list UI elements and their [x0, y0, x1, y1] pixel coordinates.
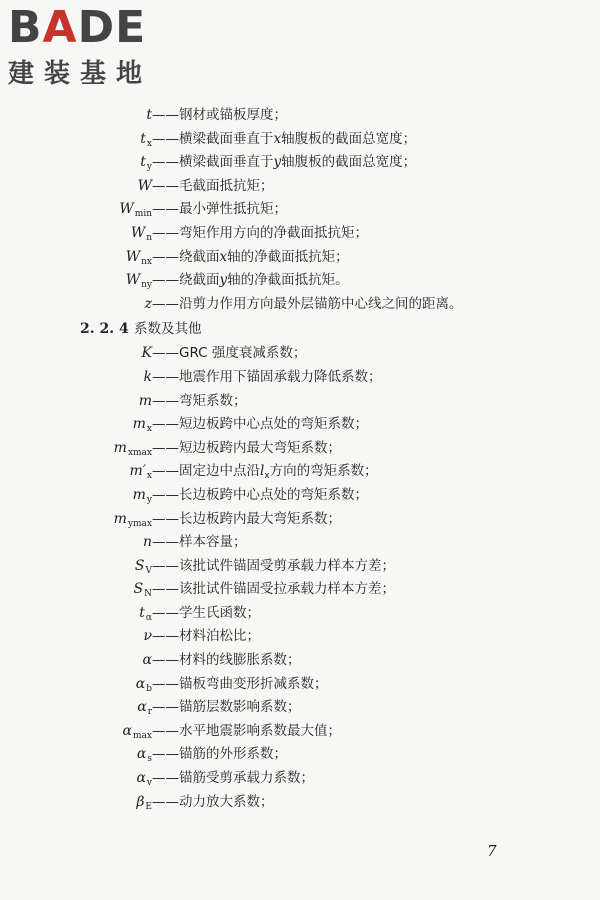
- symbol: [136, 791, 152, 820]
- definition-text: 最小弹性抵抗矩；: [179, 201, 287, 218]
- dash: ——: [152, 534, 179, 551]
- symbol-subscript: s: [147, 754, 152, 765]
- definition-text-cont: 轴的净截面抵抗矩；: [227, 248, 349, 265]
- inline-variable: y: [219, 272, 228, 289]
- definition-text-cont: 轴的净截面抵抗矩。: [227, 272, 349, 289]
- symbol-list: [0, 104, 600, 814]
- symbol-row: [0, 437, 600, 461]
- dash: ——: [152, 510, 179, 527]
- symbol-subscript: ymax: [127, 518, 152, 529]
- symbol: [143, 531, 152, 555]
- symbol: [138, 175, 152, 199]
- symbol: [144, 366, 152, 390]
- symbol-row: [0, 555, 600, 579]
- symbol-row: [0, 508, 600, 532]
- definition-text: 该批试件锚固受剪承载力样本方差；: [179, 557, 395, 574]
- definition-text: 材料泊松比；: [179, 628, 260, 645]
- symbol-definition: [152, 508, 341, 532]
- symbol-base: α: [137, 699, 147, 716]
- symbol-row: [0, 413, 600, 437]
- definition-text: 短边板跨中心点处的弯矩系数；: [179, 416, 368, 433]
- symbol-row: [0, 151, 600, 175]
- inline-variable-subscript: x: [264, 471, 270, 482]
- symbol-row: [0, 342, 600, 366]
- symbol-definition: [152, 222, 368, 246]
- symbol-list-part-2: [0, 342, 600, 814]
- symbol-row: [0, 222, 600, 246]
- symbol-row: [0, 246, 600, 270]
- symbol-base: ν: [143, 628, 152, 645]
- definition-text: 固定边中点沿: [179, 463, 260, 480]
- dash: ——: [152, 130, 179, 147]
- definition-text-cont: 轴腹板的截面总宽度；: [281, 154, 417, 171]
- definition-text: 动力放大系数；: [179, 793, 274, 810]
- symbol-base: α: [136, 770, 146, 787]
- symbol-base: m′: [129, 463, 146, 480]
- symbol-definition: [152, 602, 260, 626]
- symbol-base: K: [141, 345, 152, 362]
- symbol-subscript: y: [146, 494, 152, 505]
- dash: ——: [152, 224, 179, 241]
- dash: ——: [152, 416, 179, 433]
- symbol-subscript: N: [144, 589, 152, 600]
- inline-variable: y: [273, 154, 282, 171]
- definition-text: 样本容量；: [179, 534, 247, 551]
- symbol-base: α: [135, 675, 146, 692]
- symbol-row: [0, 269, 600, 293]
- symbol-row: [0, 743, 600, 767]
- symbol-subscript: V: [145, 565, 152, 576]
- symbol-subscript: x: [146, 471, 152, 482]
- symbol-base: W: [137, 177, 152, 194]
- symbol-base: t: [146, 107, 152, 123]
- definition-text: 横梁截面垂直于: [179, 130, 274, 147]
- dash: ——: [152, 675, 179, 692]
- definition-text: 该批试件锚固受拉承载力样本方差；: [179, 581, 395, 598]
- inline-variable: x: [219, 248, 228, 265]
- definition-text: 横梁截面垂直于: [179, 154, 274, 171]
- symbol-definition: [152, 413, 368, 437]
- bade-logo: [8, 4, 152, 92]
- dash: ——: [152, 177, 179, 194]
- definition-text: 钢材或锚板厚度；: [179, 107, 287, 123]
- symbol-list-part-1: [0, 104, 600, 316]
- symbol-definition: [152, 531, 247, 555]
- definition-text: 锚筋受剪承载力系数；: [179, 770, 314, 787]
- section-heading: [0, 316, 600, 342]
- symbol-definition: [152, 484, 368, 508]
- symbol-definition: [152, 366, 382, 390]
- symbol-row: [0, 625, 600, 649]
- definition-text: 绕截面: [179, 248, 220, 265]
- symbol-row: [0, 198, 600, 222]
- symbol-row: [0, 696, 600, 720]
- dash: ——: [152, 368, 179, 385]
- symbol-base: S: [133, 581, 144, 598]
- symbol-definition: [152, 743, 287, 767]
- symbol-base: W: [125, 248, 141, 265]
- symbol-subscript: x: [146, 424, 152, 435]
- symbol-row: [0, 128, 600, 152]
- symbol-base: t: [140, 154, 146, 171]
- dash: ——: [152, 107, 179, 123]
- logo-accent-a: A: [42, 2, 78, 53]
- definition-text: 长边板跨中心点处的弯矩系数；: [179, 486, 368, 503]
- symbol-base: α: [136, 746, 147, 763]
- definition-text: 学生氏函数；: [179, 604, 260, 621]
- symbol-base: m: [138, 392, 152, 409]
- symbol-base: k: [143, 368, 152, 385]
- definition-text: 毛截面抵抗矩；: [179, 177, 274, 194]
- symbol-definition: [152, 293, 463, 317]
- symbol-definition: [152, 104, 287, 128]
- symbol-row: [0, 460, 600, 484]
- symbol-definition: [152, 151, 416, 175]
- symbol-row: [0, 366, 600, 390]
- dash: ——: [152, 770, 179, 787]
- section-title: 系数及其他: [134, 321, 202, 338]
- symbol-base: W: [125, 272, 141, 289]
- symbol-definition: [152, 390, 247, 414]
- symbol-base: α: [142, 652, 152, 669]
- symbol-definition: [152, 578, 395, 602]
- section-number: 2. 2. 4: [80, 321, 129, 338]
- symbol-subscript: n: [146, 232, 152, 243]
- dash: ——: [152, 272, 179, 289]
- dash: ——: [152, 486, 179, 503]
- symbol-definition: [152, 673, 328, 697]
- symbol-definition: [152, 649, 301, 673]
- symbol-subscript: y: [146, 162, 152, 173]
- symbol-subscript: max: [133, 730, 152, 741]
- definition-text: 弯矩作用方向的净截面抵抗矩；: [179, 224, 368, 241]
- symbol-definition: [152, 269, 349, 293]
- symbol-definition: [152, 720, 341, 744]
- symbol-subscript: E: [145, 801, 152, 812]
- definition-text: 水平地震影响系数最大值；: [179, 722, 341, 739]
- symbol-subscript: α: [145, 612, 152, 623]
- dash: ——: [152, 557, 179, 574]
- symbol-row: [0, 720, 600, 744]
- symbol-row: [0, 767, 600, 791]
- symbol-row: [0, 104, 600, 128]
- symbol: [145, 293, 152, 317]
- dash: ——: [152, 746, 179, 763]
- dash: ——: [152, 793, 179, 810]
- symbol-base: S: [134, 557, 145, 574]
- definition-text: 短边板跨内最大弯矩系数；: [179, 439, 341, 456]
- symbol-base: m: [113, 510, 127, 527]
- dash: ——: [152, 604, 179, 621]
- symbol-row: [0, 293, 600, 317]
- dash: ——: [152, 628, 179, 645]
- symbol-definition: [152, 696, 301, 720]
- symbol-definition: [152, 175, 274, 199]
- symbol-definition: [152, 437, 341, 461]
- inline-variable: l: [260, 463, 265, 480]
- symbol-base: n: [142, 534, 152, 551]
- dash: ——: [152, 392, 179, 409]
- definition-text: 锚板弯曲变形折减系数；: [179, 675, 328, 692]
- symbol-base: m: [132, 416, 146, 433]
- logo-wordmark: BADE: [8, 2, 147, 53]
- symbol-subscript: ny: [141, 280, 152, 291]
- dash: ——: [152, 295, 179, 312]
- dash: ——: [152, 201, 179, 218]
- symbol-base: W: [130, 224, 146, 241]
- symbol-base: W: [119, 201, 134, 218]
- definition-text: 锚筋层数影响系数；: [179, 699, 301, 716]
- symbol-row: [0, 673, 600, 697]
- symbol-definition: [152, 342, 306, 366]
- symbol-definition: [152, 791, 274, 815]
- dash: ——: [152, 154, 179, 171]
- symbol: [143, 649, 152, 673]
- symbol-base: m: [132, 486, 146, 503]
- dash: ——: [152, 722, 179, 739]
- inline-variable: x: [273, 130, 282, 147]
- definition-text: 锚筋的外形系数；: [179, 746, 287, 763]
- symbol-definition: [152, 246, 349, 270]
- symbol-base: m: [113, 439, 127, 456]
- symbol-subscript: r: [147, 707, 152, 718]
- symbol-base: α: [122, 722, 133, 739]
- symbol-subscript: v: [146, 778, 152, 789]
- symbol-definition: [152, 555, 395, 579]
- definition-text: 沿剪力作用方向最外层锚筋中心线之间的距离。: [179, 295, 463, 312]
- symbol-row: [0, 578, 600, 602]
- dash: ——: [152, 439, 179, 456]
- symbol-row: [0, 484, 600, 508]
- definition-text-cont: 方向的弯矩系数；: [269, 463, 378, 480]
- symbol-row: [0, 791, 600, 815]
- dash: ——: [152, 345, 179, 362]
- symbol: [142, 342, 152, 366]
- symbol-row: [0, 531, 600, 555]
- definition-text: 弯矩系数；: [179, 392, 247, 409]
- symbol-row: [0, 649, 600, 673]
- page-number: 7: [487, 842, 497, 860]
- symbol-definition: [152, 625, 260, 649]
- symbol-subscript: b: [146, 683, 152, 694]
- symbol-base: β: [136, 793, 145, 810]
- definition-text-cont: 轴腹板的截面总宽度；: [281, 130, 417, 147]
- definition-text: 材料的线膨胀系数；: [179, 652, 301, 669]
- symbol-subscript: nx: [141, 256, 152, 267]
- definition-text: GRC 强度衰减系数；: [179, 345, 307, 362]
- symbol: [143, 625, 152, 649]
- definition-text: 绕截面: [179, 272, 220, 289]
- definition-text: 地震作用下锚固承载力降低系数；: [179, 368, 382, 385]
- symbol-definition: [152, 128, 416, 152]
- symbol-row: [0, 175, 600, 199]
- dash: ——: [152, 581, 179, 598]
- dash: ——: [152, 699, 179, 716]
- symbol-base: t: [140, 130, 146, 147]
- symbol-subscript: xmax: [127, 447, 152, 458]
- definition-text: 长边板跨内最大弯矩系数；: [179, 510, 341, 527]
- symbol-base: t: [139, 604, 145, 621]
- logo-subtitle: 建装基地: [8, 59, 153, 89]
- symbol-definition: [152, 198, 287, 222]
- symbol-base: z: [144, 295, 152, 312]
- symbol-definition: [152, 767, 314, 791]
- dash: ——: [152, 463, 179, 480]
- dash: ——: [152, 248, 179, 265]
- symbol-row: [0, 390, 600, 414]
- dash: ——: [152, 652, 179, 669]
- symbol-subscript: x: [146, 138, 152, 149]
- symbol: [139, 390, 152, 414]
- symbol-row: [0, 602, 600, 626]
- symbol-subscript: min: [134, 209, 152, 220]
